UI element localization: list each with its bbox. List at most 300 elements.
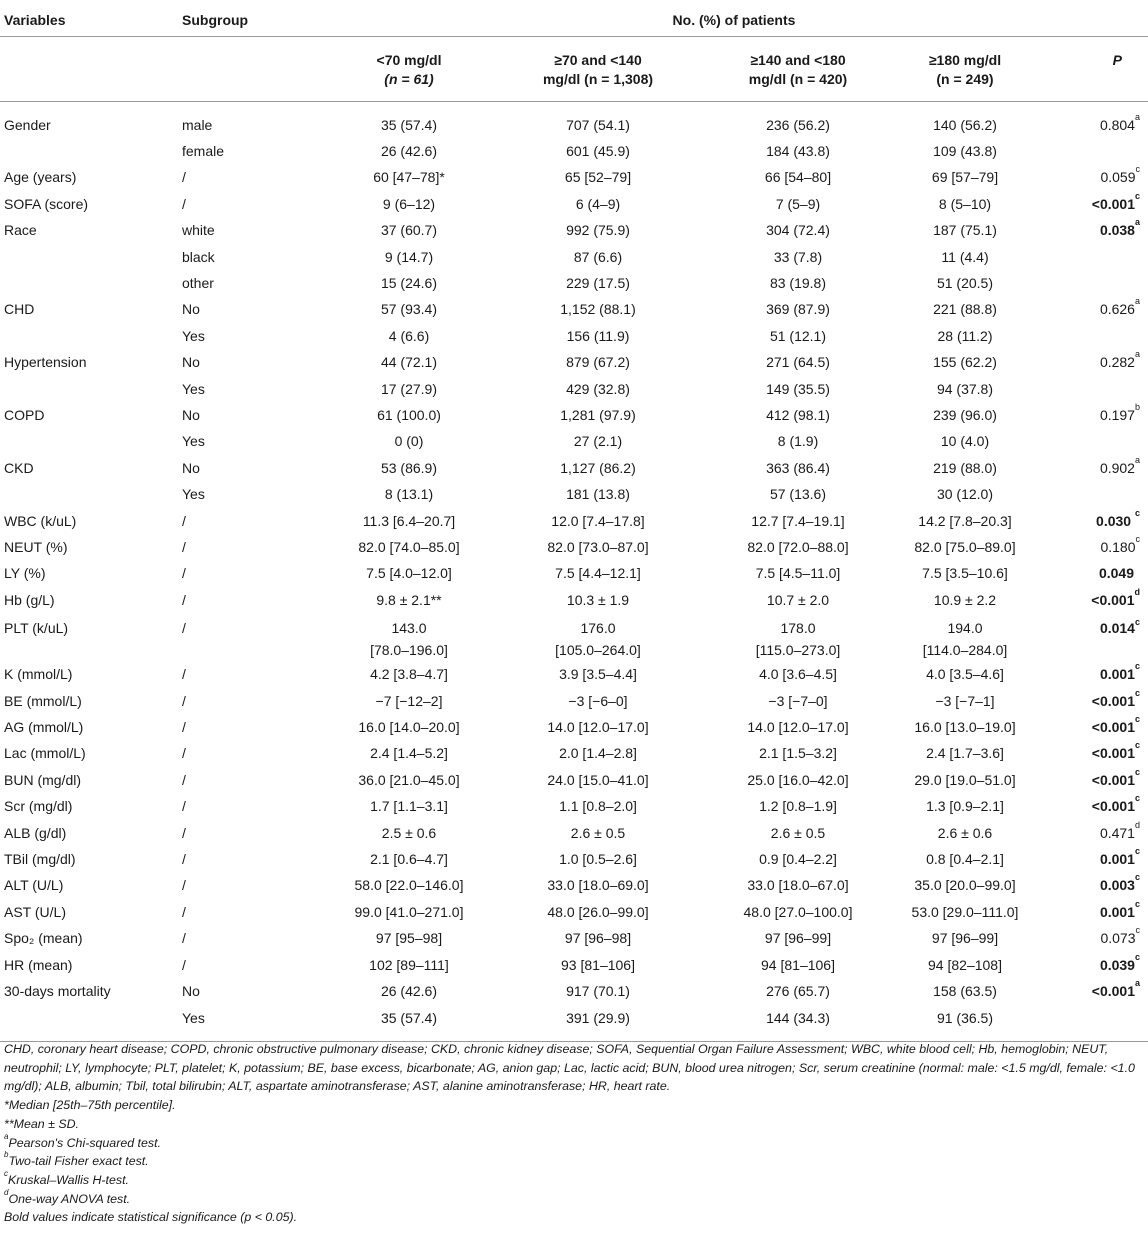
table-row <box>0 978 1148 1004</box>
cell-p-value <box>1032 164 1148 190</box>
cell-p-value <box>1032 323 1148 349</box>
cell-value-c2: 1,152 (88.1) <box>560 301 636 318</box>
cell-p-value <box>1032 481 1148 507</box>
cell-value-c1: 9 (6–12) <box>382 195 436 212</box>
cell-p-value <box>1032 978 1148 1004</box>
cell-value-c2: 65 [52–79] <box>564 169 632 186</box>
cell-subgroup: Yes <box>182 433 205 450</box>
cell-value-c4: 10.9 ± 2.2 <box>933 591 997 608</box>
cell-variable: CKD <box>4 459 34 476</box>
table-row <box>0 560 1148 586</box>
p-value-text: 0.626 <box>1099 301 1135 318</box>
cell-value-c3: 48.0 [27.0–100.0] <box>743 903 853 920</box>
cell-value-c3: 97 [96–99] <box>764 930 832 947</box>
header-blank-1 <box>0 36 180 101</box>
cell-value-c3: 94 [81–106] <box>761 956 835 973</box>
table-body <box>0 101 1148 1041</box>
cell-value-c4: 7.5 [3.5–10.6] <box>922 565 1008 582</box>
cell-p-value <box>1032 793 1148 819</box>
cell-subgroup: / <box>182 956 186 973</box>
table-row <box>0 349 1148 375</box>
cell-value-c4: 82.0 [75.0–89.0] <box>914 539 1016 555</box>
cell-variable: 30-days mortality <box>4 983 111 1000</box>
p-value-text: 0.180 <box>1100 539 1136 555</box>
table-footnotes <box>4 1040 1144 1227</box>
cell-value-c1: 143.0 [78.0–196.0] <box>370 620 448 659</box>
table-row <box>0 534 1148 560</box>
cell-value-c3: 184 (43.8) <box>766 142 830 159</box>
cell-p-value <box>1032 101 1148 138</box>
cell-subgroup: No <box>182 301 200 318</box>
p-value-text: 0.049 <box>1098 565 1134 582</box>
cell-variable: Age (years) <box>4 169 77 186</box>
header-col-70-140-a: ≥70 and <140 <box>554 51 642 68</box>
cell-value-c3: 33.0 [18.0–67.0] <box>747 877 849 894</box>
cell-p-value <box>1032 455 1148 481</box>
cell-value-c1: 99.0 [41.0–271.0] <box>354 903 464 920</box>
cell-value-c1: 61 (100.0) <box>377 406 441 423</box>
table-row <box>0 402 1148 428</box>
cell-value-c3: 12.7 [7.4–19.1] <box>751 512 845 529</box>
cell-value-c3: 66 [54–80] <box>764 169 832 186</box>
cell-value-c4: 194.0 [114.0–284.0] <box>922 620 1008 659</box>
p-value-text: 0.003 <box>1099 877 1135 894</box>
cell-p-value <box>1032 714 1148 740</box>
cell-subgroup: other <box>182 274 214 291</box>
table-row <box>0 138 1148 164</box>
p-value-text: 0.001 <box>1099 851 1135 868</box>
cell-p-value <box>1032 587 1148 613</box>
cell-value-c1: 16.0 [14.0–20.0] <box>358 719 460 736</box>
cell-variable <box>0 323 180 349</box>
cell-value-c1: 35 (57.4) <box>320 1005 498 1042</box>
cell-subgroup: Yes <box>182 327 205 344</box>
cell-subgroup: / <box>182 930 186 947</box>
cell-value-c2: 33.0 [18.0–69.0] <box>547 877 649 894</box>
p-value-text: <0.001 <box>1091 983 1135 1000</box>
cell-p-value <box>1032 217 1148 243</box>
cell-variable: ALT (U/L) <box>4 877 64 894</box>
cell-value-c3: 7 (5–9) <box>775 195 821 212</box>
cell-value-c4: 155 (62.2) <box>933 354 997 371</box>
cell-subgroup: Yes <box>180 1005 320 1042</box>
cell-value-c1: 102 [89–111] <box>369 956 449 973</box>
note-c-text: Kruskal–Wallis H-test. <box>8 1172 129 1187</box>
cell-subgroup: / <box>182 539 186 555</box>
header-variables: Variables <box>0 0 180 36</box>
cell-subgroup: Yes <box>182 380 205 397</box>
cell-variable: BUN (mg/dl) <box>4 771 82 788</box>
p-value-text: 0.282 <box>1099 354 1135 371</box>
p-value-text: 0.001 <box>1099 666 1135 683</box>
cell-value-c3: 1.2 [0.8–1.9] <box>759 798 837 815</box>
p-value-text: 0.014 <box>1099 620 1135 637</box>
cell-value-c3: 149 (35.5) <box>766 380 830 397</box>
cell-subgroup: / <box>182 719 186 736</box>
cell-value-c3: −3 [−7–0] <box>768 692 828 709</box>
cell-value-c2: 24.0 [15.0–41.0] <box>547 771 649 788</box>
note-c-mark: c <box>4 1168 8 1178</box>
cell-value-c4: 158 (63.5) <box>933 983 997 1000</box>
cell-value-c2: 1.1 [0.8–2.0] <box>559 798 637 815</box>
header-col-70-140 <box>498 36 698 101</box>
table-row <box>0 714 1148 740</box>
p-value-test-mark: c <box>1134 846 1140 857</box>
cell-value-c1: 35 (57.4) <box>380 116 438 133</box>
cell-variable: CHD <box>4 301 35 318</box>
cell-value-c2: 992 (75.9) <box>566 222 630 239</box>
cell-value-c1: 26 (42.6) <box>380 983 438 1000</box>
table-row <box>0 101 1148 138</box>
cell-value-c4: 109 (43.8) <box>933 142 997 159</box>
p-value-test-mark: b <box>1134 401 1140 412</box>
header-col-ge180-a: ≥180 mg/dl <box>928 51 1002 68</box>
cell-value-c4: 140 (56.2) <box>933 116 997 133</box>
note-d-mark: d <box>4 1187 9 1197</box>
cell-subgroup: No <box>182 406 200 423</box>
cell-value-c4: 2.4 [1.7–3.6] <box>926 745 1004 762</box>
cell-subgroup: / <box>182 824 186 841</box>
header-col-140-180-b: mg/dl (n = 420) <box>748 70 848 87</box>
cell-variable: COPD <box>4 406 45 423</box>
cell-variable: ALB (g/dl) <box>4 824 67 841</box>
cell-value-c1: 15 (24.6) <box>380 274 438 291</box>
cell-subgroup: white <box>182 222 215 239</box>
cell-p-value <box>1032 428 1148 454</box>
cell-value-c4: 29.0 [19.0–51.0] <box>914 771 1016 788</box>
cell-value-c4: 51 (20.5) <box>936 274 994 291</box>
cell-value-c2: −3 [−6–0] <box>568 692 628 709</box>
p-value-text: 0.030 <box>1096 512 1135 529</box>
cell-value-c2: 181 (13.8) <box>566 486 630 503</box>
p-value-text: <0.001 <box>1091 195 1135 212</box>
note-b-text: Two-tail Fisher exact test. <box>8 1154 149 1169</box>
cell-p-value <box>1032 899 1148 925</box>
cell-value-c3: 51 (12.1) <box>769 327 827 344</box>
cell-variable: Race <box>4 222 37 239</box>
cell-variable: WBC (k/uL) <box>4 512 77 529</box>
cell-value-c1: 17 (27.9) <box>380 380 438 397</box>
p-value-text: <0.001 <box>1091 719 1135 736</box>
cell-subgroup: / <box>182 798 186 815</box>
p-value-test-mark: c <box>1134 872 1140 883</box>
p-value-test-mark: c <box>1134 714 1140 725</box>
cell-value-c3: 2.6 ± 0.5 <box>770 824 826 841</box>
cell-value-c3: 2.1 [1.5–3.2] <box>759 745 837 762</box>
cell-variable: SOFA (score) <box>4 195 89 212</box>
note-b <box>4 1152 1144 1171</box>
cell-p-value <box>1032 349 1148 375</box>
table-row <box>0 270 1148 296</box>
cell-value-c2: 48.0 [26.0–99.0] <box>547 903 649 920</box>
p-value-test-mark: c <box>1134 661 1140 672</box>
cell-subgroup: Yes <box>182 486 205 503</box>
note-a-text: Pearson's Chi-squared test. <box>8 1135 161 1150</box>
cell-value-c1: 37 (60.7) <box>380 222 438 239</box>
cell-value-c3: 412 (98.1) <box>766 406 830 423</box>
p-value-text: <0.001 <box>1091 771 1135 788</box>
cell-value-c1: 58.0 [22.0–146.0] <box>354 877 464 894</box>
table-row <box>0 376 1148 402</box>
p-value-test-mark: a <box>1134 217 1140 228</box>
cell-value-c1: 2.1 [0.6–4.7] <box>370 851 448 868</box>
cell-subgroup: male <box>182 116 213 133</box>
cell-variable: AST (U/L) <box>4 903 66 920</box>
cell-value-c3: 8 (1.9) <box>777 433 819 450</box>
cell-value-c4: 94 (37.8) <box>936 380 994 397</box>
cell-p-value <box>1032 952 1148 978</box>
table-row <box>0 740 1148 766</box>
header-col-70-140-b: mg/dl (n = 1,308) <box>542 70 654 87</box>
cell-value-c2: 601 (45.9) <box>566 142 630 159</box>
note-b-mark: b <box>4 1150 9 1160</box>
table-row <box>0 508 1148 534</box>
note-d-text: One-way ANOVA test. <box>8 1191 131 1206</box>
cell-variable: HR (mean) <box>4 956 73 973</box>
cell-value-c2: 429 (32.8) <box>566 380 630 397</box>
cell-variable: LY (%) <box>4 565 46 582</box>
cell-value-c4: 0.8 [0.4–2.1] <box>926 851 1004 868</box>
cell-value-c3: 0.9 [0.4–2.2] <box>759 851 837 868</box>
cell-variable: BE (mmol/L) <box>4 692 82 709</box>
header-blank-2 <box>180 36 320 101</box>
cell-value-c3: 369 (87.9) <box>766 301 830 318</box>
cell-value-c1: 7.5 [4.0–12.0] <box>366 565 452 582</box>
cell-subgroup: / <box>182 565 186 582</box>
cell-value-c2: 156 (11.9) <box>566 327 630 344</box>
cell-value-c1: 36.0 [21.0–45.0] <box>358 771 460 788</box>
table-row <box>0 688 1148 714</box>
cell-p-value <box>1032 191 1148 217</box>
cell-value-c1: 9.8 ± 2.1** <box>376 591 442 608</box>
cell-value-c3: 144 (34.3) <box>698 1005 898 1042</box>
header-col-lt70-a: <70 mg/dl <box>376 51 442 68</box>
cell-subgroup: black <box>182 248 215 265</box>
cell-value-c1: 60 [47–78]* <box>373 169 445 186</box>
cell-value-c3: 82.0 [72.0–88.0] <box>747 539 849 555</box>
cell-value-c2: 27 (2.1) <box>573 433 623 450</box>
cell-value-c2: 7.5 [4.4–12.1] <box>555 565 641 582</box>
cell-variable <box>0 481 180 507</box>
cell-value-c1: −7 [−12–2] <box>375 692 443 709</box>
cell-value-c4: 94 [82–108] <box>928 956 1002 973</box>
cell-value-c3: 7.5 [4.5–11.0] <box>755 565 841 582</box>
cell-value-c1: 57 (93.4) <box>380 301 438 318</box>
cell-subgroup: / <box>182 692 186 709</box>
cell-value-c3: 33 (7.8) <box>773 248 823 265</box>
cell-subgroup: No <box>182 983 200 1000</box>
cell-p-value <box>1032 560 1148 586</box>
cell-value-c2: 3.9 [3.5–4.4] <box>559 666 637 683</box>
cell-value-c1: 0 (0) <box>394 433 424 450</box>
cell-variable: Gender <box>4 116 51 133</box>
p-value-test-mark: c <box>1134 766 1140 777</box>
cell-value-c1: 97 [95–98] <box>375 930 443 947</box>
p-value-text: 0.039 <box>1099 956 1135 973</box>
header-col-lt70-b: (n = 61) <box>384 70 434 87</box>
p-value-text: 0.001 <box>1099 903 1135 920</box>
cell-value-c2: 879 (67.2) <box>566 354 630 371</box>
cell-value-c4: 53.0 [29.0–111.0] <box>911 903 1019 920</box>
cell-value-c2: 1,127 (86.2) <box>560 459 636 476</box>
cell-subgroup: female <box>182 142 225 159</box>
cell-p-value <box>1032 138 1148 164</box>
cell-variable: Hypertension <box>4 354 87 371</box>
p-value-test-mark: c <box>1134 687 1140 698</box>
p-value-text: 0.059 <box>1100 169 1136 186</box>
cell-value-c4: 69 [57–79] <box>931 169 999 186</box>
note-d <box>4 1187 1144 1209</box>
table-row <box>0 767 1148 793</box>
cell-variable: TBil (mg/dl) <box>4 851 76 868</box>
cell-variable: AG (mmol/L) <box>4 719 84 736</box>
cell-value-c2: 93 [81–106] <box>561 956 635 973</box>
cell-value-c4: 97 [96–99] <box>931 930 999 947</box>
cell-value-c2: 12.0 [7.4–17.8] <box>551 512 645 529</box>
header-patients-span: No. (%) of patients <box>320 0 1148 36</box>
cell-p-value <box>1032 820 1148 846</box>
cell-p-value <box>1032 1005 1148 1042</box>
table-row <box>0 244 1148 270</box>
cell-subgroup: / <box>182 877 186 894</box>
cell-p-value <box>1032 613 1148 661</box>
cell-value-c2: 2.6 ± 0.5 <box>570 824 626 841</box>
cell-variable: Spo₂ (mean) <box>4 930 83 947</box>
p-value-test-mark: a <box>1134 111 1140 122</box>
cell-value-c4: 35.0 [20.0–99.0] <box>914 877 1016 894</box>
cell-value-c2: 6 (4–9) <box>575 195 621 212</box>
cell-value-c2: 14.0 [12.0–17.0] <box>547 719 649 736</box>
p-value-text: <0.001 <box>1091 745 1135 762</box>
p-value-text: <0.001 <box>1091 692 1135 709</box>
cell-value-c1: 26 (42.6) <box>380 142 438 159</box>
cell-value-c4: 28 (11.2) <box>937 327 993 344</box>
cell-value-c3: 4.0 [3.6–4.5] <box>759 666 837 683</box>
p-value-test-mark: c <box>1135 925 1140 936</box>
cell-value-c4: 30 (12.0) <box>936 486 994 503</box>
cell-subgroup: / <box>182 620 186 637</box>
cell-value-c1: 9 (14.7) <box>384 248 434 265</box>
cell-variable <box>0 428 180 454</box>
cell-value-c4: 187 (75.1) <box>933 222 997 239</box>
cell-subgroup: No <box>182 459 200 476</box>
cell-value-c4: 239 (96.0) <box>933 406 997 423</box>
p-value-text: 0.073 <box>1100 930 1136 947</box>
p-value-test-mark: c <box>1134 617 1140 628</box>
p-value-text: 0.902 <box>1099 459 1135 476</box>
cell-value-c2: 10.3 ± 1.9 <box>566 591 630 608</box>
cell-p-value <box>1032 296 1148 322</box>
cell-subgroup: / <box>182 512 186 529</box>
cell-p-value <box>1032 925 1148 951</box>
note-c <box>4 1168 1144 1190</box>
cell-subgroup: / <box>182 745 186 762</box>
table-row <box>0 793 1148 819</box>
p-value-test-mark: d <box>1134 586 1140 597</box>
cell-variable <box>0 244 180 270</box>
cell-value-c1: 4.2 [3.8–4.7] <box>370 666 448 683</box>
cell-value-c2: 229 (17.5) <box>566 274 630 291</box>
p-value-test-mark: a <box>1134 349 1140 360</box>
table-row <box>0 846 1148 872</box>
p-value-test-mark: a <box>1134 454 1140 465</box>
table-row <box>0 925 1148 951</box>
table-row <box>0 661 1148 687</box>
header-col-140-180 <box>698 36 898 101</box>
table-row <box>0 323 1148 349</box>
cell-value-c3: 25.0 [16.0–42.0] <box>747 771 849 788</box>
p-value-test-mark: d <box>1134 819 1140 830</box>
cell-value-c1: 44 (72.1) <box>380 354 438 371</box>
p-value-test-mark: c <box>1134 190 1140 201</box>
cell-value-c3: 236 (56.2) <box>766 116 830 133</box>
p-value-text: 0.038 <box>1099 222 1135 239</box>
note-a-mark: a <box>4 1131 9 1141</box>
cell-value-c2: 2.0 [1.4–2.8] <box>559 745 637 762</box>
cell-value-c2: 917 (70.1) <box>566 983 630 1000</box>
cell-value-c1: 2.5 ± 0.6 <box>381 824 437 841</box>
cell-value-c4: 219 (88.0) <box>933 459 997 476</box>
p-value-test-mark: c <box>1134 740 1140 751</box>
cell-subgroup: / <box>182 169 186 186</box>
cell-variable <box>0 376 180 402</box>
p-value-test-mark: c <box>1135 164 1140 175</box>
table-row <box>0 952 1148 978</box>
cell-variable <box>0 1005 180 1042</box>
cell-value-c1: 11.3 [6.4–20.7] <box>362 512 456 529</box>
cell-value-c3: 271 (64.5) <box>766 354 830 371</box>
cell-value-c3: 83 (19.8) <box>769 274 827 291</box>
cell-value-c4: 2.6 ± 0.6 <box>937 824 993 841</box>
cell-subgroup: / <box>182 591 186 608</box>
cell-p-value <box>1032 688 1148 714</box>
cell-value-c3: 363 (86.4) <box>766 459 830 476</box>
cell-value-c3: 276 (65.7) <box>766 983 830 1000</box>
note-bold: Bold values indicate statistical significance (p < 0.05). <box>4 1210 298 1225</box>
cell-value-c4: 16.0 [13.0–19.0] <box>914 719 1016 736</box>
table-row <box>0 217 1148 243</box>
cell-value-c1: 4 (6.6) <box>388 327 430 344</box>
table-row <box>0 164 1148 190</box>
p-value-text: 0.804 <box>1099 116 1135 133</box>
cell-subgroup: No <box>182 354 200 371</box>
cell-value-c3: 57 (13.6) <box>769 486 827 503</box>
cell-value-c2: 1,281 (97.9) <box>560 406 636 423</box>
cell-variable <box>0 270 180 296</box>
cell-variable: K (mmol/L) <box>4 666 73 683</box>
cell-value-c4: −3 [−7–1] <box>935 692 995 709</box>
table-row <box>0 820 1148 846</box>
p-value-text: <0.001 <box>1091 798 1135 815</box>
cell-value-c2: 87 (6.6) <box>573 248 623 265</box>
cell-p-value <box>1032 244 1148 270</box>
cell-value-c2: 176.0 [105.0–264.0] <box>555 620 641 659</box>
table-row <box>0 428 1148 454</box>
cell-value-c2: 1.0 [0.5–2.6] <box>559 851 637 868</box>
cell-value-c4: 8 (5–10) <box>938 195 992 212</box>
p-value-test-mark: a <box>1134 296 1140 307</box>
cell-value-c3: 178.0 [115.0–273.0] <box>755 620 841 659</box>
p-value-text: 0.471 <box>1099 824 1135 841</box>
cell-value-c3: 14.0 [12.0–17.0] <box>747 719 849 736</box>
cell-p-value <box>1032 508 1148 534</box>
header-col-lt70 <box>320 36 498 101</box>
cell-variable: PLT (k/uL) <box>4 620 69 637</box>
cell-value-c4: 221 (88.8) <box>933 301 997 318</box>
cell-p-value <box>1032 270 1148 296</box>
header-subgroup: Subgroup <box>180 0 320 36</box>
cell-value-c4: 14.2 [7.8–20.3] <box>918 512 1012 529</box>
